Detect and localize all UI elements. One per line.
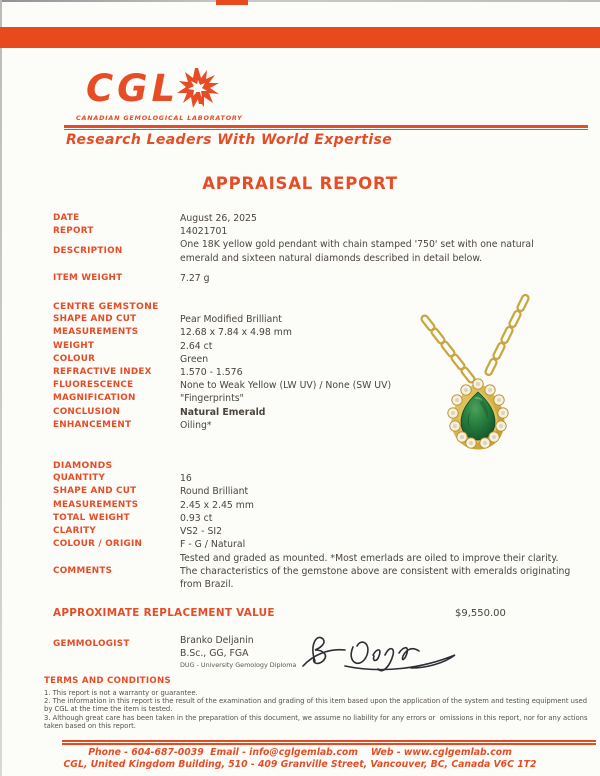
field-row: [53, 499, 593, 512]
field-value: 16: [180, 473, 192, 485]
terms-item: 1. This report is not a warranty or guarantee.: [44, 688, 198, 697]
diamonds-section: [53, 459, 593, 551]
report-info-section: [53, 212, 593, 285]
field-label: COLOUR / ORIGIN: [53, 539, 143, 550]
footer-contact-line: Phone - 604-687-0039 Email - info@cglgemlab.com Web - www.cglgemlab.com: [88, 747, 512, 758]
terms-item: 3. Although great care has been taken in the preparation of this document, we assume no liability for any errors or omissions in this report, nor for any actions taken based on this report.: [44, 713, 590, 730]
gemmologist-credentials: B.Sc., GG, FGA: [180, 648, 249, 659]
field-label: DATE: [53, 213, 80, 223]
field-label: REFRACTIVE INDEX: [53, 367, 152, 378]
terms-item: 2. The information in this report is the result of the examination and grading of this item based upon the application of the system and testing equipment used by CGL at the time the item is tested.: [44, 697, 590, 714]
field-value: 0.93 ct: [180, 512, 213, 524]
chain-right-arm: [484, 294, 529, 376]
field-value: None to Weak Yellow (LW UV) / None (SW UV): [180, 380, 392, 392]
cgl-logo-text: CGL: [86, 67, 180, 110]
field-value: One 18K yellow gold pendant with chain stamped '750' set with one natural emerald and sixteen natural diamonds described in detail below.: [180, 239, 534, 264]
replacement-value-section: [53, 607, 593, 621]
field-value: August 26, 2025: [180, 213, 257, 224]
field-label: CLARITY: [53, 526, 97, 537]
field-label: WEIGHT: [53, 340, 95, 351]
field-value: 2.64 ct: [180, 340, 213, 352]
scan-edge-top: [0, 0, 600, 2]
terms-title: TERMS AND CONDITIONS: [44, 676, 171, 686]
page-title: APPRAISAL REPORT: [202, 174, 398, 193]
gemmologist-diploma: DUG - University Gemology Diploma: [180, 661, 297, 669]
field-value: 2.45 x 2.45 mm: [180, 499, 254, 511]
field-row: [53, 512, 593, 525]
field-row-comments: [53, 552, 593, 592]
field-value: 7.27 g: [180, 272, 210, 284]
gemmologist-identity: [180, 634, 320, 669]
field-value: 12.68 x 7.84 x 4.98 mm: [180, 327, 292, 339]
gemmologist-name: Branko Deljanin: [180, 635, 254, 646]
replacement-value-label: APPROXIMATE REPLACEMENT VALUE: [53, 607, 275, 619]
field-value: F - G / Natural: [180, 539, 246, 551]
field-row-item-weight: [53, 272, 593, 285]
field-value: "Fingerprints": [180, 393, 244, 405]
scan-edge-left: [0, 0, 2, 776]
footer-address-line: CGL, United Kingdom Building, 510 - 409 Granville Street, Vancouver, BC, Canada V6C 1T2: [63, 759, 537, 770]
field-label: CONCLUSION: [53, 406, 121, 417]
terms-section: [44, 676, 592, 730]
gemmologist-section: [53, 635, 593, 679]
header-orange-band: [0, 27, 600, 48]
replacement-value-amount: $9,550.00: [455, 607, 506, 619]
field-label: ENHANCEMENT: [53, 419, 132, 430]
field-label: MEASUREMENTS: [53, 327, 139, 338]
field-row: [53, 525, 593, 538]
field-label: REPORT: [53, 226, 94, 237]
field-value: 14021701: [180, 226, 228, 238]
field-label: MAGNIFICATION: [53, 393, 136, 404]
field-label: SHAPE AND CUT: [53, 486, 137, 497]
gemmologist-label: GEMMOLOGIST: [53, 639, 130, 649]
field-value: Natural Emerald: [180, 406, 266, 418]
section-title: DIAMONDS: [53, 460, 113, 471]
field-value: Oiling*: [180, 419, 212, 431]
field-value: Pear Modified Brilliant: [180, 314, 282, 326]
field-row-report: [53, 225, 593, 238]
chain-left-arm: [420, 314, 476, 383]
field-value: Green: [180, 353, 209, 365]
field-label: COMMENTS: [53, 566, 113, 577]
field-row: [53, 485, 593, 498]
field-value: 1.570 - 1.576: [180, 367, 243, 379]
field-label: SHAPE AND CUT: [53, 314, 137, 325]
field-row-description: [53, 238, 593, 264]
field-value: Round Brilliant: [180, 486, 249, 498]
field-label: DESCRIPTION: [53, 246, 123, 256]
footer-divider: [62, 740, 596, 745]
maple-starburst-icon: [176, 66, 220, 110]
logo-divider: [64, 125, 588, 130]
logo-subtitle: CANADIAN GEMOLOGICAL LABORATORY: [76, 114, 243, 122]
company-tagline: Research Leaders With World Expertise: [66, 132, 393, 148]
field-label: COLOUR: [53, 353, 96, 364]
field-label: MEASUREMENTS: [53, 499, 139, 510]
section-title: CENTRE GEMSTONE: [53, 301, 159, 312]
top-center-red-tab: [216, 0, 248, 5]
field-label: QUANTITY: [53, 473, 106, 484]
field-label: TOTAL WEIGHT: [53, 512, 130, 523]
field-value: Tested and graded as mounted. *Most emerlads are oiled to improve their clarity. The characteristics of the gemstone above are consistent with emeralds originating from Brazil.: [180, 553, 571, 591]
field-row-date: [53, 212, 593, 225]
field-row: [53, 472, 593, 485]
comments-section: [53, 552, 593, 592]
field-label: FLUORESCENCE: [53, 380, 134, 391]
field-value: VS2 - SI2: [180, 526, 222, 538]
field-label: ITEM WEIGHT: [53, 272, 123, 283]
field-row: [53, 538, 593, 551]
gemmologist-signature: [301, 625, 461, 677]
pendant-photo: [395, 285, 600, 460]
